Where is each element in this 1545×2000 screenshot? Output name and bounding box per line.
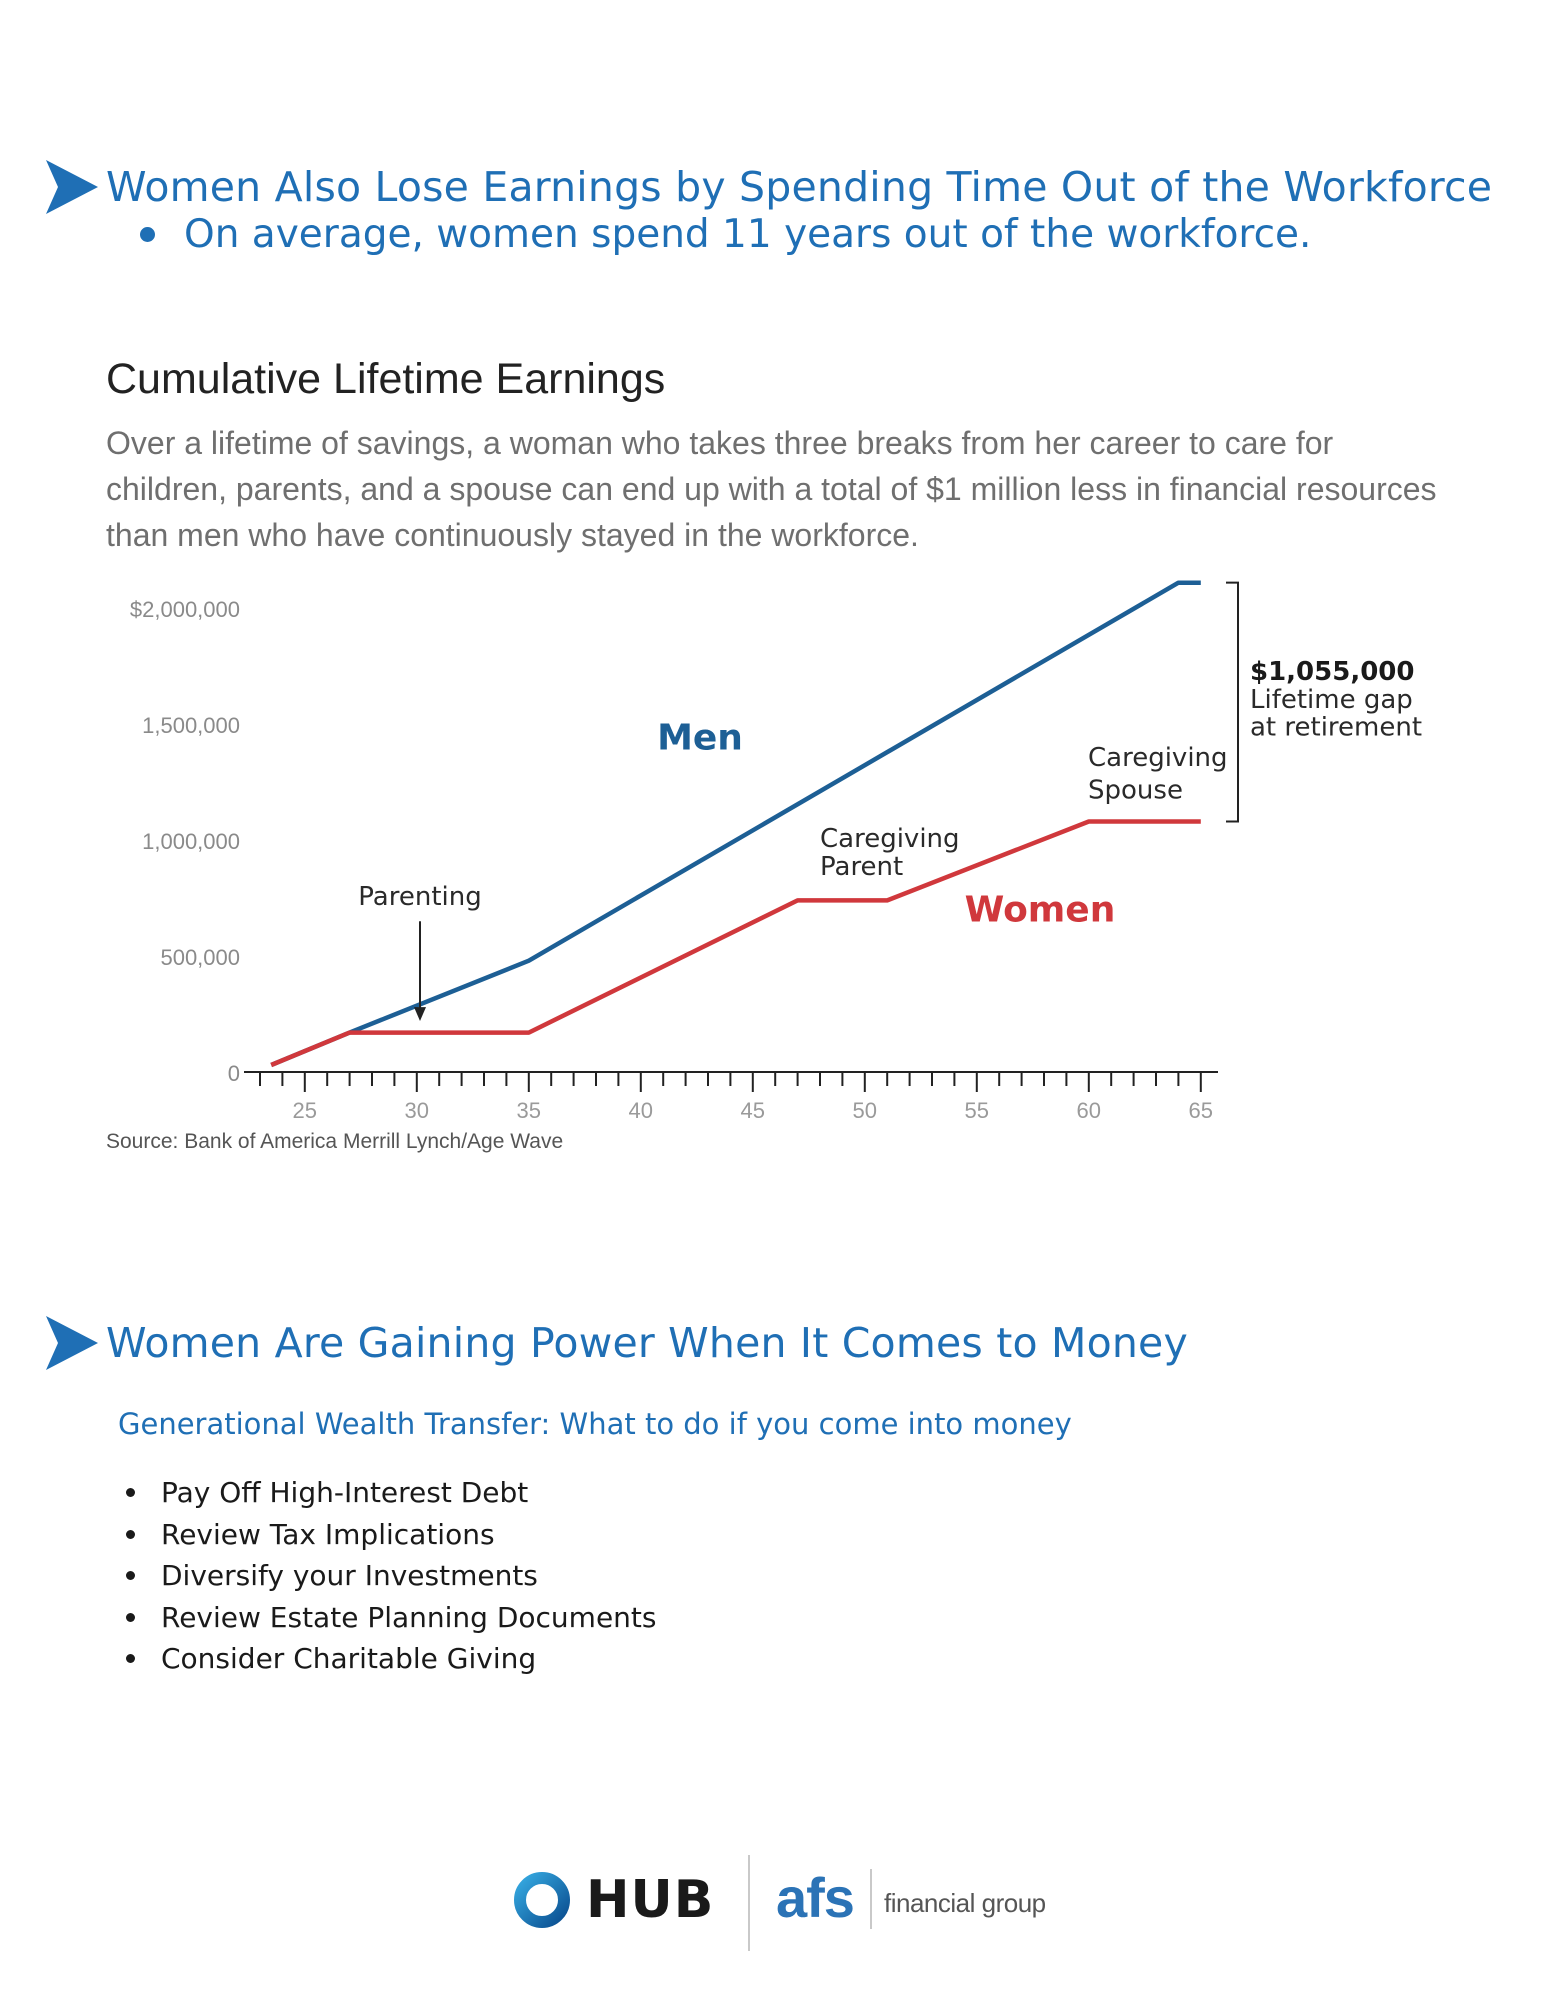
list-item (118, 1597, 656, 1639)
chart-subtitle: Over a lifetime of savings, a woman who takes three breaks from her career to care for children, parents, and a spouse can end up with a total of $1 million less in financial resources than men who have continuously stayed in the workforce. (106, 425, 1437, 553)
hub-wordmark: HUB (586, 1870, 715, 1930)
bullet-dot-icon (126, 1530, 135, 1539)
gap-value: $1,055,000 (1250, 657, 1415, 688)
bullet-dot-icon (140, 227, 155, 242)
action-list (118, 1472, 656, 1680)
bullet-dot-icon (126, 1488, 135, 1497)
section-1-heading (46, 160, 1492, 214)
series-label-women: Women (964, 889, 1116, 931)
list-item-text: Review Tax Implications (161, 1517, 495, 1551)
bullet-dot-icon (126, 1571, 135, 1580)
annotation-caregiving-spouse-line2: Spouse (1088, 775, 1183, 806)
afs-wordmark: afs (776, 1866, 854, 1929)
chart-source: Source: Bank of America Merrill Lynch/Age Wave (106, 1130, 564, 1153)
list-item-text: Diversify your Investments (161, 1559, 538, 1593)
arrow-right-icon (46, 1316, 98, 1370)
bullet-dot-icon (126, 1613, 135, 1622)
bullet-dot-icon (126, 1654, 135, 1663)
x-tick-label: 50 (852, 1098, 878, 1123)
annotation-parenting: Parenting (358, 882, 482, 913)
series-line-men (271, 583, 1201, 1065)
annotation-caregiving-parent-line1: Caregiving (820, 824, 960, 855)
list-item (118, 1472, 656, 1514)
section-1-title: Women Also Lose Earnings by Spending Time Out of the Workforce (106, 163, 1493, 211)
hub-logo (512, 1870, 714, 1930)
list-item-text: Pay Off High-Interest Debt (161, 1476, 529, 1510)
list-item-text: Consider Charitable Giving (161, 1642, 537, 1676)
hub-ring-icon (512, 1870, 572, 1930)
list-item (118, 1555, 656, 1597)
annotation-caregiving-parent-line2: Parent (820, 851, 904, 882)
y-tick-label: 0 (227, 1061, 240, 1086)
lead-bullet (140, 212, 1311, 257)
annotation-caregiving-spouse-line1: Caregiving (1088, 742, 1228, 773)
afs-divider (870, 1869, 872, 1929)
lead-bullet-text: On average, women spend 11 years out of the workforce. (184, 212, 1312, 257)
gap-label-line2: at retirement (1250, 712, 1423, 743)
logo-divider (748, 1855, 750, 1951)
y-tick-label: 500,000 (160, 945, 240, 971)
list-item-text: Review Estate Planning Documents (161, 1600, 657, 1634)
wealth-transfer-subheading: Generational Wealth Transfer: What to do if you come into money (118, 1407, 1072, 1441)
x-tick-label: 55 (964, 1098, 990, 1123)
series-line-women (271, 822, 1201, 1066)
section-2-title: Women Are Gaining Power When It Comes to Money (106, 1319, 1188, 1367)
list-item (118, 1514, 656, 1556)
x-tick-label: 45 (740, 1098, 766, 1123)
list-item (118, 1638, 656, 1680)
section-2-heading (46, 1316, 1188, 1370)
financial-group-wordmark: financial group (884, 1888, 1046, 1918)
gap-label-line1: Lifetime gap (1250, 684, 1413, 715)
parenting-arrow-icon (414, 1007, 426, 1021)
series-label-men: Men (657, 717, 743, 759)
chart-title: Cumulative Lifetime Earnings (106, 355, 666, 403)
earnings-chart (0, 560, 1545, 1180)
x-tick-label: 30 (404, 1098, 430, 1123)
y-tick-label: 1,000,000 (142, 829, 240, 855)
arrow-right-icon (46, 160, 98, 214)
x-tick-label: 65 (1188, 1098, 1214, 1123)
x-tick-label: 35 (516, 1098, 542, 1123)
gap-bracket (1226, 583, 1238, 822)
x-tick-label: 40 (628, 1098, 654, 1123)
x-tick-label: 60 (1076, 1098, 1102, 1123)
y-tick-label: 1,500,000 (142, 713, 240, 739)
x-tick-label: 25 (292, 1098, 318, 1123)
footer-logos (0, 1855, 1545, 1955)
y-tick-label: $2,000,000 (129, 597, 240, 623)
